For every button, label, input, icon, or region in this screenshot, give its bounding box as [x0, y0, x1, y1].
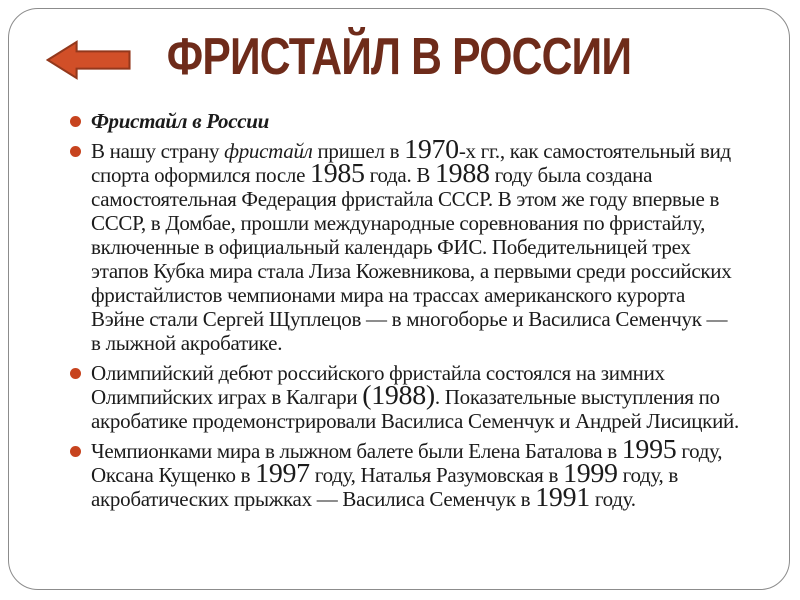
- text-segment: 1991: [535, 482, 590, 513]
- list-item: [61, 361, 739, 433]
- text-segment: Олимпийский дебют российского фристайла состоялся на зимних Олимпийских играх в Калгари: [91, 361, 665, 409]
- text-segment: Чемпионками мира в лыжном балете были Елена Баталова в: [91, 439, 622, 463]
- text-segment: году была создана самостоятельная Федерация фристайла СССР. В этом же году впервые в СССР, в Домбае, прошли международные соревнования по фристайлу, включенные в официальный календарь ФИС. Победительницей трех этапов Кубка мира стала Лиза Кожевникова, а первыми среди российских фристайлистов чемпионами мира на трассах американского курорта Вэйне стали Сергей Щуплецов — в многоборье и Василиса Семенчук — в лыжной акробатике.: [91, 163, 732, 355]
- text-segment: (1988): [362, 380, 435, 411]
- text-segment: Фристайл в России: [91, 109, 269, 133]
- text-segment: году, Наталья Разумовская в: [309, 463, 564, 487]
- slide: [8, 8, 790, 590]
- text-segment: году.: [589, 487, 636, 511]
- page-title: ФРИСТАЙЛ В РОССИИ: [166, 28, 632, 86]
- list-item: [61, 109, 739, 133]
- text-segment: 1999: [563, 458, 618, 489]
- text-segment: . Показательные выступления по акробатике продемонстрировали Василиса Семенчук и Андрей Лисицкий.: [91, 385, 739, 433]
- text-segment: году, Оксана Кущенко в: [91, 439, 723, 487]
- text-segment: -х гг., как самостоятельный вид спорта оформился после: [91, 139, 731, 187]
- bullet-list: [61, 109, 739, 511]
- text-segment: В нашу страну: [91, 139, 225, 163]
- text-segment: 1970: [404, 134, 459, 165]
- slide-header: [9, 9, 789, 101]
- list-item: [61, 134, 739, 355]
- text-segment: году, в акробатических прыжках — Василиса Семенчук в: [91, 463, 679, 511]
- text-segment: года. В: [364, 163, 436, 187]
- text-segment: 1997: [255, 458, 310, 489]
- text-segment: 1985: [310, 158, 365, 189]
- text-segment: фристайл: [224, 139, 313, 163]
- list-item: [61, 434, 739, 513]
- text-segment: пришел в: [312, 139, 405, 163]
- text-segment: 1988: [435, 158, 490, 189]
- text-segment: 1995: [621, 434, 677, 465]
